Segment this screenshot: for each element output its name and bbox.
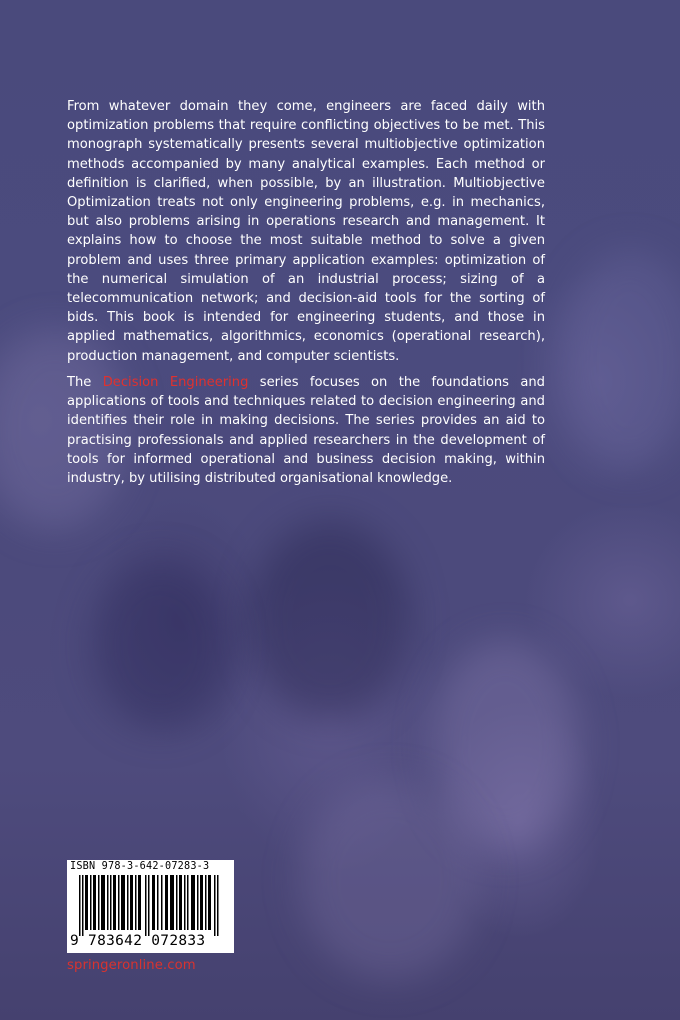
background-figure bbox=[300, 780, 480, 980]
series-text-before: The bbox=[67, 375, 103, 390]
series-name: Decision Engineering bbox=[102, 375, 249, 390]
background-figure bbox=[560, 250, 680, 470]
series-text-after: series focuses on the foundations and applications of tools and techniques related to decision engineering and identifies their role in making decisions. The series provides an aid to practising professionals and applied researchers in the development of tools for informed operational and business decision making, within industry, by utilising distributed organisational knowledge. bbox=[67, 375, 545, 487]
publisher-website[interactable]: springeronline.com bbox=[67, 958, 196, 973]
background-figure bbox=[90, 560, 230, 730]
isbn-label: ISBN 978-3-642-07283-3 bbox=[70, 861, 210, 872]
barcode-bars bbox=[75, 875, 225, 936]
isbn-barcode bbox=[67, 860, 234, 953]
series-paragraph bbox=[67, 373, 545, 488]
blurb-paragraph: From whatever domain they come, engineers are faced daily with optimization problems that require conflicting objectives to be met. This monograph systematically presents several multiobjective optimization methods accompanied by many analytical examples. Each method or definition is clarified, when possible, by an illustration. Multiobjective Optimization treats not only engineering problems, e.g. in mechanics, but also problems arising in operations research and management. It explains how to choose the most suitable method to solve a given problem and uses three primary application examples: optimization of the numerical simulation of an industrial process; sizing of a telecommunication network; and decision-aid tools for the sorting of bids. This book is intended for engineering students, and those in applied mathematics, algorithmics, economics (operational research), production management, and computer scientists. bbox=[67, 99, 545, 364]
barcode-digits: 9 783642 072833 bbox=[70, 933, 206, 949]
background-figure bbox=[250, 520, 410, 720]
